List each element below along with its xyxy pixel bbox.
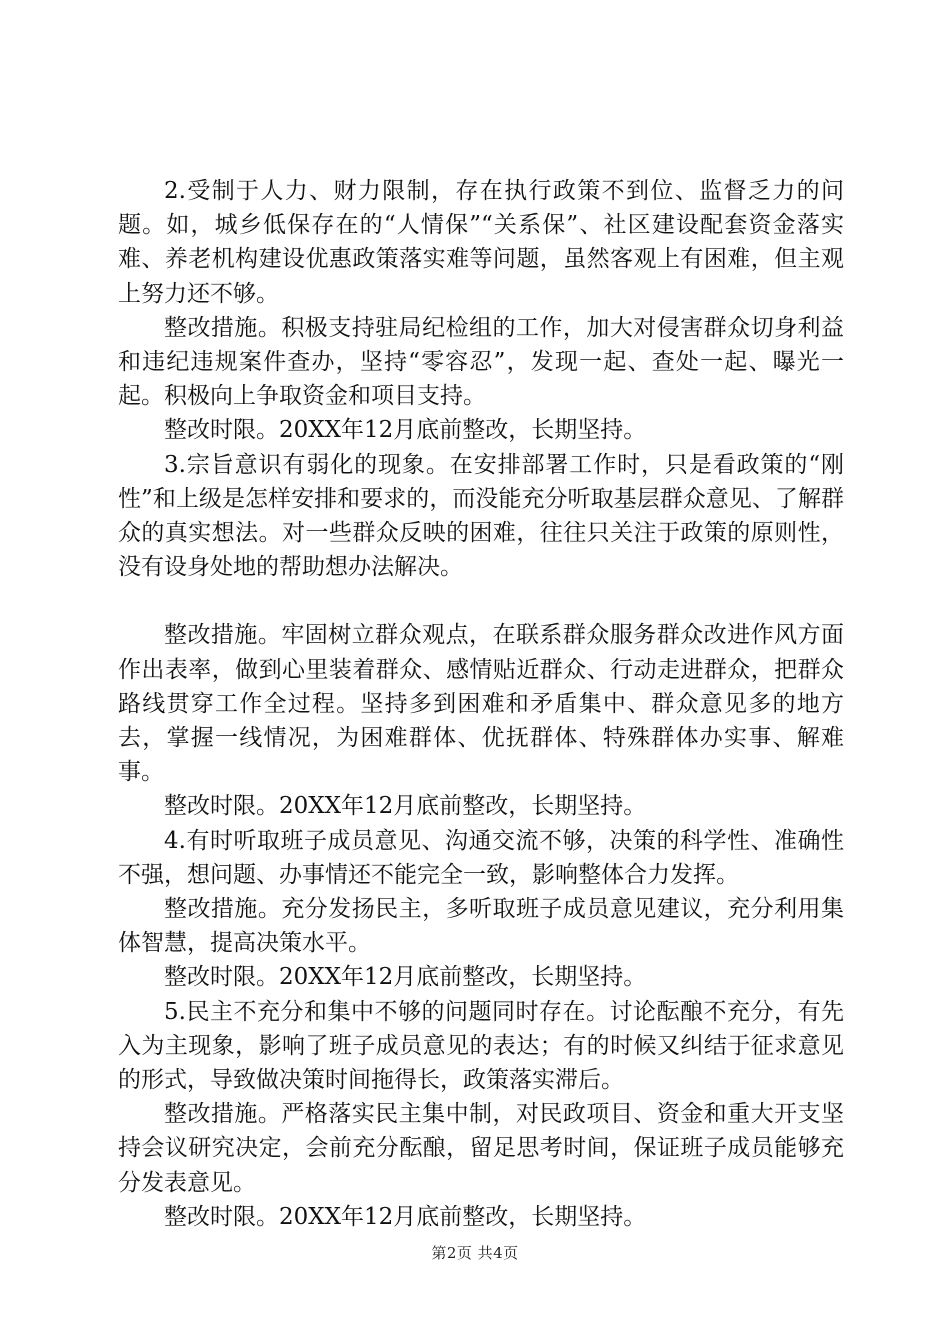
paragraph-deadline-4: 整改时限。20XX年12月底前整改，长期坚持。 <box>164 964 647 991</box>
paragraph-measures-4: 整改措施。充分发扬民主，多听取班子成员意见建议，充分利用集体智慧，提高决策水平。 <box>118 896 844 957</box>
paragraph-deadline-3: 整改时限。20XX年12月底前整改，长期坚持。 <box>164 793 647 820</box>
paragraph-issue-4: 4.有时听取班子成员意见、沟通交流不够，决策的科学性、准确性不强，想问题、办事情还不能完全一致，影响整体合力发挥。 <box>118 827 844 888</box>
paragraph-measures-2: 整改措施。积极支持驻局纪检组的工作，加大对侵害群众切身利益和违纪违规案件查办，坚持“零容忍”，发现一起、查处一起、曝光一起。积极向上争取资金和项目支持。 <box>118 314 844 410</box>
paragraph-deadline-2: 整改时限。20XX年12月底前整改，长期坚持。 <box>164 417 647 444</box>
paragraph-issue-5: 5.民主不充分和集中不够的问题同时存在。讨论酝酿不充分，有先入为主现象，影响了班子成员意见的表达；有的时候又纠结于征求意见的形式，导致做决策时间拖得长，政策落实滞后。 <box>118 998 844 1094</box>
page-number-footer: 第2页 共4页 <box>431 1244 519 1262</box>
document-body <box>118 174 844 1234</box>
paragraph-issue-3: 3.宗旨意识有弱化的现象。在安排部署工作时，只是看政策的“刚性”和上级是怎样安排和要求的，而没能充分听取基层群众意见、了解群众的真实想法。对一些群众反映的困难，往往只关注于政策的原则性，没有设身处地的帮助想办法解决。 <box>118 451 844 581</box>
paragraph-issue-2: 2.受制于人力、财力限制，存在执行政策不到位、监督乏力的问题。如，城乡低保存在的“人情保”“关系保”、社区建设配套资金落实难、养老机构建设优惠政策落实难等问题，虽然客观上有困难，但主观上努力还不够。 <box>118 178 844 307</box>
paragraph-measures-3: 整改措施。牢固树立群众观点，在联系群众服务群众改进作风方面作出表率，做到心里装着群众、感情贴近群众、行动走进群众，把群众路线贯穿工作全过程。坚持多到困难和矛盾集中、群众意见多的地方去，掌握一线情况，为困难群体、优抚群体、特殊群体办实事、解难事。 <box>118 622 844 786</box>
paragraph-deadline-5: 整改时限。20XX年12月底前整改，长期坚持。 <box>164 1203 647 1230</box>
paragraph-measures-5: 整改措施。严格落实民主集中制，对民政项目、资金和重大开支坚持会议研究决定，会前充分酝酿，留足思考时间，保证班子成员能够充分发表意见。 <box>118 1101 844 1196</box>
